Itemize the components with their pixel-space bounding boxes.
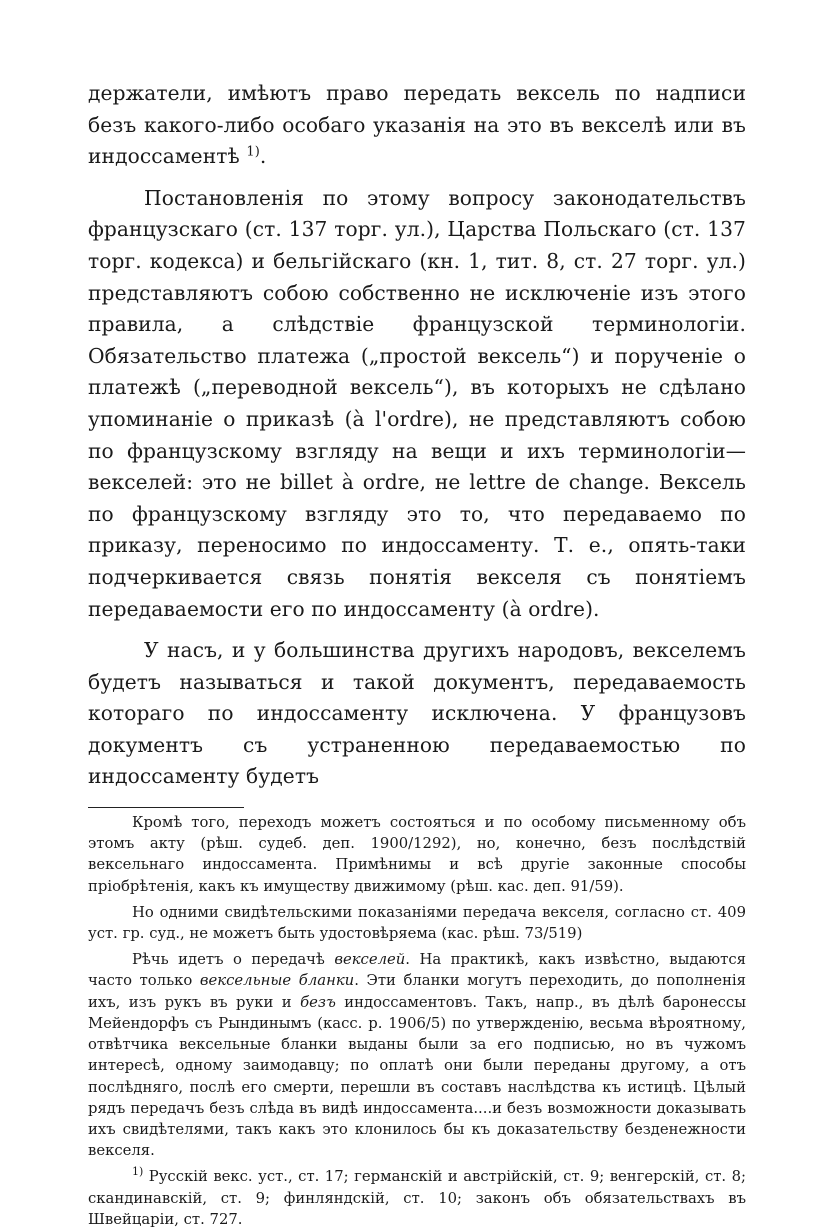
note-3-emphasis-3: безъ <box>300 993 336 1011</box>
footnote-1-mark: 1) <box>132 1165 144 1179</box>
paragraph-3: У насъ, и у большинства другихъ народовъ, векселемъ будетъ называться и такой документъ, передаваемость котораго по индоссаменту исключена. У французовъ документъ съ устраненною передаваемостью по индоссаменту будетъ <box>88 638 746 789</box>
footnote-divider <box>88 807 244 808</box>
note-3-emphasis-1: векселей <box>334 951 406 969</box>
footnote-reference[interactable]: 1) <box>246 144 260 160</box>
note-3-part-4: индоссаментовъ. Такъ, напр., въ дѣлѣ баронессы Мейендорфъ съ Рындинымъ (касс. р. 1906/5) по утвержденію, весьма вѣроятному, отвѣтчика вексельные бланки выданы были за его подписью, но въ чужомъ интересѣ, одному заимодавцу; по оплатѣ они были переданы другому, а отъ послѣдняго, послѣ его смерти, перешли въ составъ наслѣдства къ истицѣ. Цѣлый рядъ передачъ безъ слѣда въ видѣ индоссамента....и безъ возможности доказывать ихъ свидѣтелями, такъ какъ это клонилось бы къ доказательству безденежности векселя. <box>88 993 746 1160</box>
note-3-emphasis-2: вексельные бланки <box>199 972 355 990</box>
paragraph-1-text: держатели, имѣютъ право передать вексель по надписи безъ какого-либо особаго указанія на это въ векселѣ или въ индоссаментѣ <box>88 81 746 169</box>
footnote-1 <box>88 1166 746 1230</box>
paragraph-2: Постановленія по этому вопросу законодательствъ французскаго (ст. 137 торг. ул.), Царства Польскаго (ст. 137 торг. кодекса) и бельгійскаго (кн. 1, тит. 8, ст. 27 торг. ул.) представляютъ собою собственно не исключеніе изъ этого правила, а слѣдствіе французской терминологіи. Обязательство платежа („простой вексель“) и порученіе о платежѣ („переводной вексель“), въ которыхъ не сдѣлано упоминаніе о приказѣ (à l'ordre), не представляютъ собою по французскому взгляду на вещи и ихъ терминологіи—векселей: это не billet à ordre, не lettre de change. Вексель по французскому взгляду это то, что передаваемо по приказу, переносимо по индоссаменту. Т. е., опять-таки подчеркивается связь понятія векселя съ понятіемъ передаваемости его по индоссаменту (à ordre). <box>88 185 746 621</box>
note-3 <box>88 949 746 1161</box>
notes-section <box>88 812 746 1230</box>
paragraph-1 <box>88 78 746 173</box>
page <box>88 78 746 1230</box>
note-2: Но одними свидѣтельскими показаніями передача векселя, согласно ст. 409 уст. гр. суд., не можетъ быть удостовѣряема (кас. рѣш. 73/519) <box>88 903 746 943</box>
note-1: Кромѣ того, переходъ можетъ состояться и по особому письменному объ этомъ акту (рѣш. судеб. деп. 1900/1292), но, конечно, безъ послѣдствій вексельнаго индоссамента. Примѣнимы и всѣ другіе законные способы пріобрѣтенія, какъ къ имуществу движимому (рѣш. кас. деп. 91/59). <box>88 814 746 895</box>
note-3-part-3: . Эти бланки могутъ переходить, до пополненія ихъ, изъ рукъ въ руки и <box>88 972 746 1011</box>
note-3-part-2: . На практикѣ, какъ извѣстно, выдаются часто только <box>88 951 746 990</box>
paragraph-1-tail: . <box>259 144 267 169</box>
footnote-1-text: Русскій векс. уст., ст. 17; германскій и австрійскій, ст. 9; венгерскій, ст. 8; скандинавскій, ст. 9; финляндскій, ст. 10; законъ объ обязательствахъ въ Швейцаріи, ст. 727. <box>88 1168 746 1228</box>
main-text <box>88 78 746 793</box>
note-3-part-1: Рѣчь идетъ о передачѣ <box>132 951 335 969</box>
